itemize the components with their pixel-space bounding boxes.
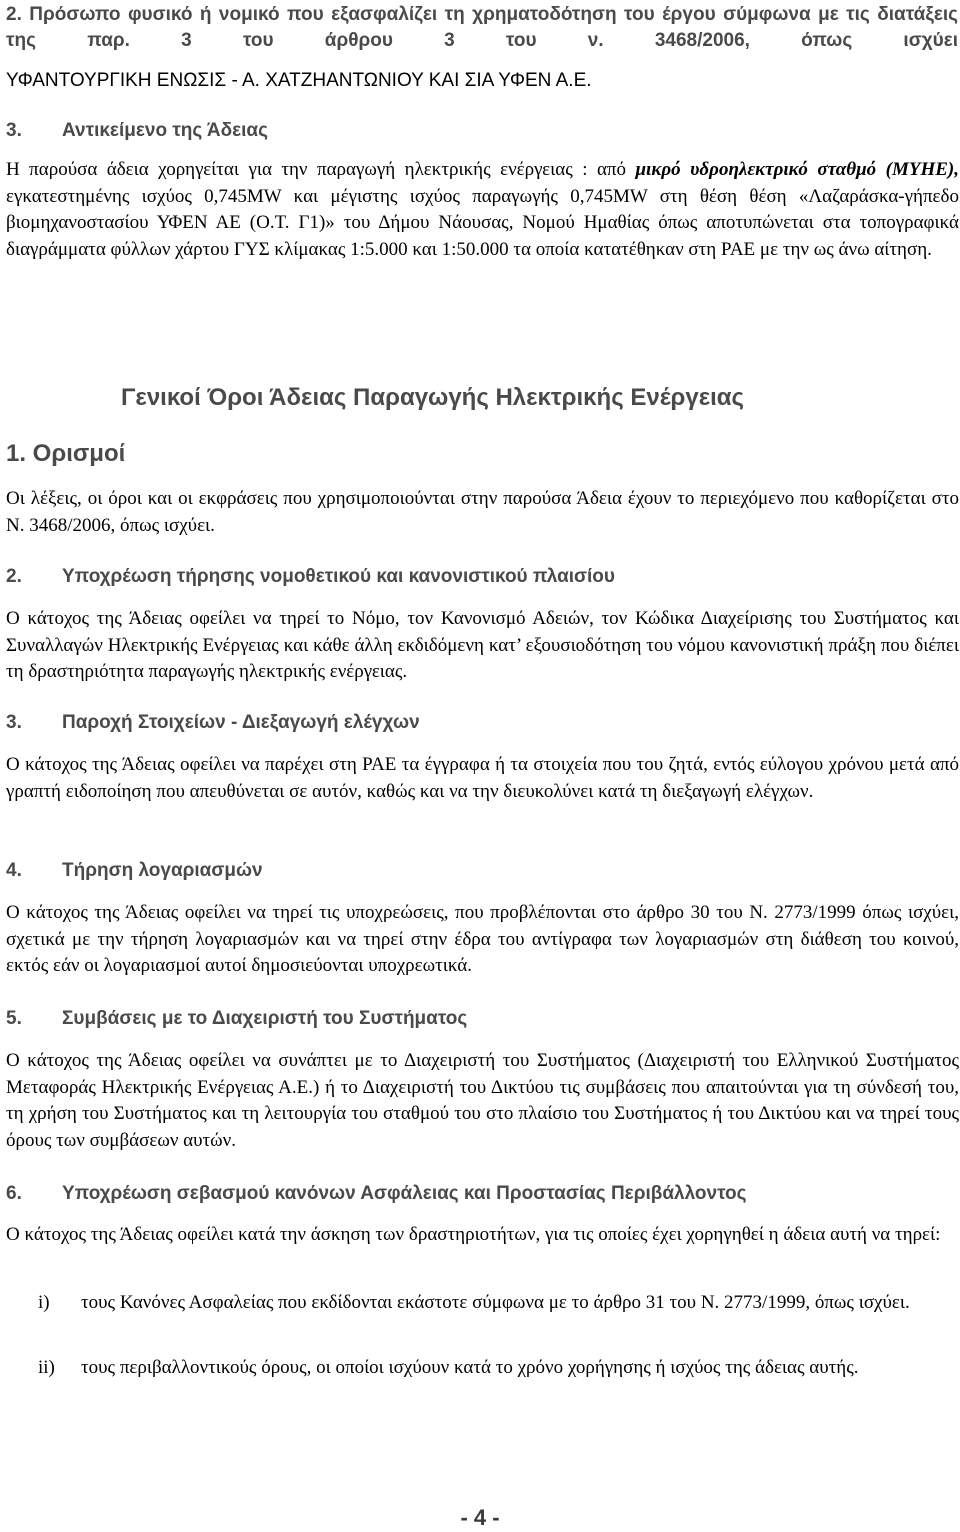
section-4-title: Τήρηση λογαριασμών (62, 860, 263, 881)
section-2-heading (6, 566, 959, 588)
section-4-paragraph: Ο κάτοχος της Άδειας οφείλει να τηρεί τις υποχρεώσεις, που προβλέπονται στο άρθρο 30 του Ν. 2773/1999 όπως ισχύει, σχετικά με την τήρηση λογαριασμών και να τηρεί στην έδρα του αντίγραφα των λογαριασμών στη διάθεση του κοινού, εκτός εάν οι λογαριασμοί αυτοί δημοσιεύονται υποχρεωτικά. (6, 902, 959, 976)
list-item (38, 1355, 959, 1382)
section-4-number: 4. (6, 860, 22, 881)
general-terms-title: Γενικοί Όροι Άδειας Παραγωγής Ηλεκτρικής Ενέργειας (121, 384, 745, 411)
financing-heading: 2. Πρόσωπο φυσικό ή νομικό που εξασφαλίζει τη χρηματοδότηση του έργου σύμφωνα με τις διατάξεις της παρ. 3 του άρθρου 3 του ν. 3468/2006, όπως ισχύει (6, 4, 958, 51)
object-heading-text: Αντικείμενο της Άδειας (62, 120, 268, 141)
section-2-number: 2. (6, 566, 22, 587)
object-paragraph (6, 157, 959, 263)
financing-company: ΥΦΑΝΤΟΥΡΓΙΚΗ ΕΝΩΣΙΣ - Α. ΧΑΤΖΗΑΝΤΩΝΙΟΥ ΚΑΙ ΣΙΑ ΥΦΕΝ Α.Ε. (6, 70, 592, 91)
section-6-title: Υποχρέωση σεβασμού κανόνων Ασφάλειας και Προστασίας Περιβάλλοντος (62, 1183, 747, 1204)
section-3-heading (6, 712, 959, 734)
section-3-number: 3. (6, 712, 22, 733)
section-2-title: Υποχρέωση τήρησης νομοθετικού και κανονιστικού πλαισίου (62, 566, 615, 587)
section-5-number: 5. (6, 1008, 22, 1029)
object-heading-number: 3. (6, 120, 22, 141)
object-text-before: Η παρούσα άδεια χορηγείται για την παραγωγή ηλεκτρικής ενέργειας : από (6, 159, 636, 180)
section-5-title: Συμβάσεις με το Διαχειριστή του Συστήματος (62, 1008, 468, 1029)
section-3-title: Παροχή Στοιχείων - Διεξαγωγή ελέγχων (62, 712, 420, 733)
page-number: - 4 - (460, 1505, 500, 1530)
section-5-heading (6, 1008, 959, 1030)
list-item-text: τους Κανόνες Ασφαλείας που εκδίδονται εκάστοτε σύμφωνα με το άρθρο 31 του Ν. 2773/1999, όπως ισχύει. (81, 1292, 910, 1313)
section-4-heading (6, 860, 959, 882)
object-text-after: εγκατεστημένης ισχύος 0,745MW και μέγιστης ισχύος παραγωγής 0,745MW στη θέση θέση «Λαζαράσκα-γήπεδο βιομηχανοστασίου ΥΦΕΝ ΑΕ (Ο.Τ. Γ1)» του Δήμου Νάουσας, Νομού Ημαθίας όπως αποτυπώνεται στα τοπογραφικά διαγράμματα φύλλων χάρτου ΓΥΣ κλίμακας 1:5.000 και 1:50.000 τα οποία κατατέθηκαν στη ΡΑΕ με την ως άνω αίτηση. (6, 185, 959, 260)
list-item (38, 1290, 959, 1317)
list-item-text: τους περιβαλλοντικούς όρους, οι οποίοι ισχύουν κατά το χρόνο χορήγησης ή ισχύος της άδειας αυτής. (81, 1357, 859, 1378)
definitions-paragraph: Οι λέξεις, οι όροι και οι εκφράσεις που χρησιμοποιούνται στην παρούσα Άδεια έχουν το περιεχόμενο που καθορίζεται στο Ν. 3468/2006, όπως ισχύει. (6, 488, 959, 536)
section-6-number: 6. (6, 1183, 22, 1204)
section-6-paragraph: Ο κάτοχος της Άδειας οφείλει κατά την άσκηση των δραστηριοτήτων, για τις οποίες έχει χορηγηθεί η άδεια αυτή να τηρεί: (6, 1224, 941, 1245)
object-heading (6, 120, 959, 142)
section-6-heading (6, 1183, 959, 1205)
section-3-paragraph: Ο κάτοχος της Άδειας οφείλει να παρέχει στη ΡΑΕ τα έγγραφα ή τα στοιχεία που του ζητά, εντός εύλογου χρόνου μετά από γραπτή ειδοποίηση που απευθύνεται σε αυτόν, καθώς και να την διευκολύνει κατά τη διεξαγωγή ελέγχων. (6, 754, 959, 802)
list-item-label: i) (38, 1292, 50, 1313)
definitions-heading: 1. Ορισμοί (6, 440, 126, 467)
list-item-label: ii) (38, 1357, 55, 1378)
section-5-paragraph: Ο κάτοχος της Άδειας οφείλει να συνάπτει με το Διαχειριστή του Συστήματος (Διαχειριστή του Ελληνικού Συστήματος Μεταφοράς Ηλεκτρικής Ενέργειας Α.Ε.) ή το Διαχειριστή του Δικτύου τις συμβάσεις που απαιτούνται για τη σύνδεσή του, τη χρήση του Συστήματος και τη λειτουργία του σταθμού του στο πλαίσιο του Συστήματος ή του Δικτύου και να τηρεί τους όρους των συμβάσεων αυτών. (6, 1050, 959, 1151)
section-2-paragraph: Ο κάτοχος της Άδειας οφείλει να τηρεί το Νόμο, τον Κανονισμό Αδειών, τον Κώδικα Διαχείρισης του Συστήματος και Συναλλαγών Ηλεκτρικής Ενέργειας και κάθε άλλη εκδιδόμενη κατ’ εξουσιοδότηση του νόμου κανονιστική πράξη που διέπει τη δραστηριότητα παραγωγής ηλεκτρικής ενέργειας. (6, 608, 959, 682)
object-emphasis: μικρό υδροηλεκτρικό σταθμό (ΜΥΗΕ), (635, 159, 959, 180)
